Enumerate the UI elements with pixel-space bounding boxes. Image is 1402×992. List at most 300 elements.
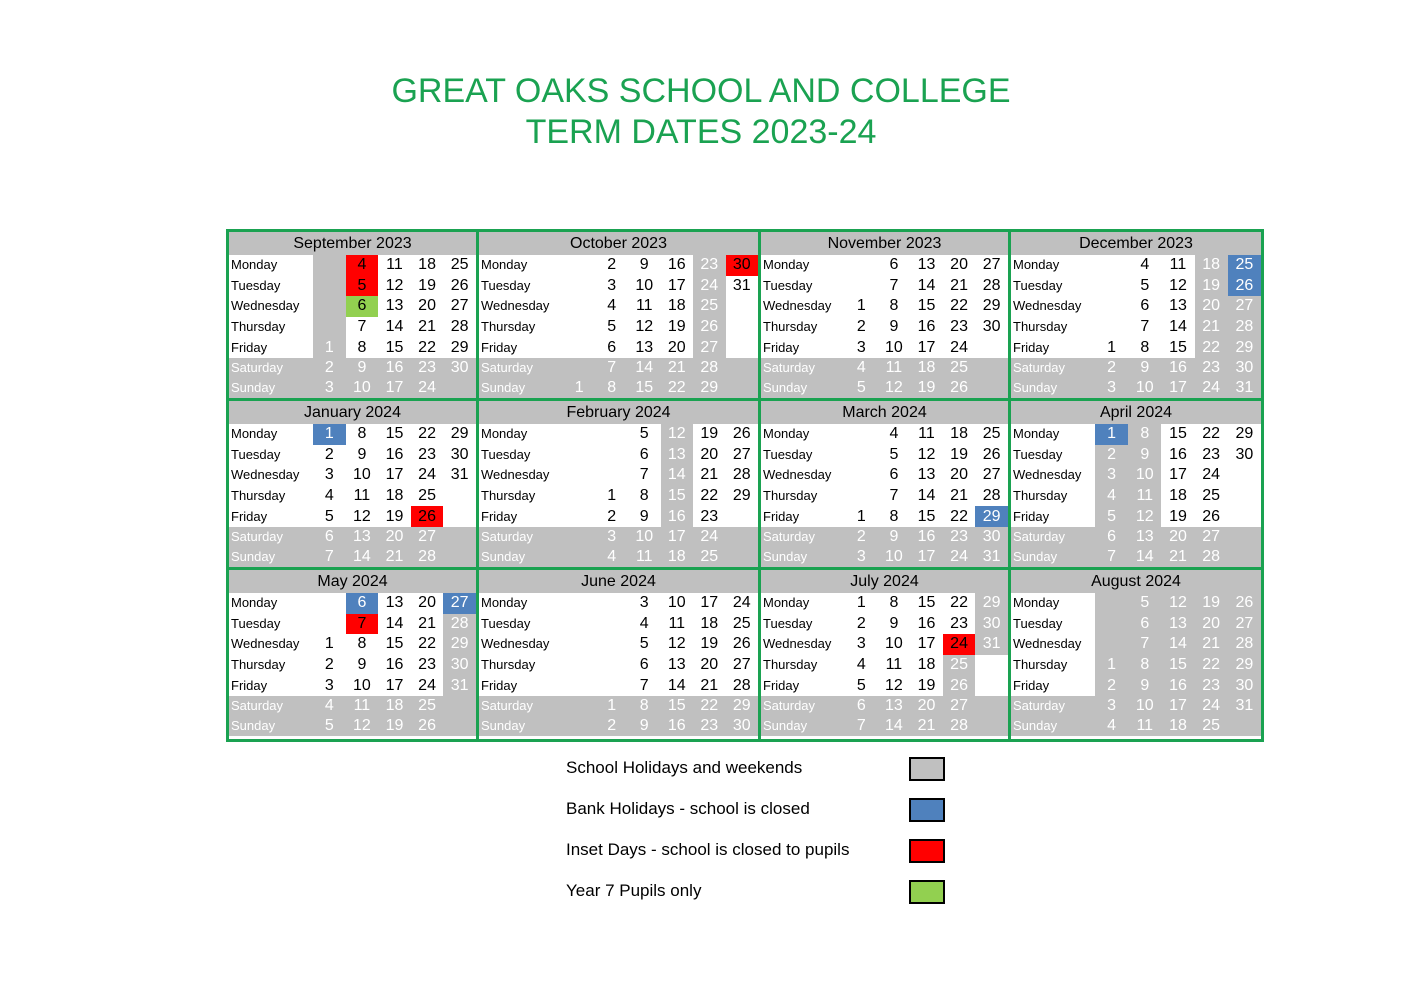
date-cell xyxy=(563,445,596,466)
date-cell: 14 xyxy=(1161,634,1194,655)
date-cell xyxy=(313,614,346,635)
month-header: May 2024 xyxy=(229,570,476,593)
date-cell xyxy=(726,317,759,338)
date-cell: 27 xyxy=(943,696,976,716)
date-cell xyxy=(443,547,476,567)
date-cell: 18 xyxy=(1169,487,1187,505)
month-header: December 2023 xyxy=(1011,232,1261,255)
date-cell: 29 xyxy=(975,593,1008,614)
date-cell: 16 xyxy=(385,656,404,674)
date-cell: 22 xyxy=(418,338,436,356)
week-row xyxy=(761,445,1008,466)
date-cell: 22 xyxy=(418,635,436,653)
date-cell: 24 xyxy=(732,594,751,612)
date-cell: 24 xyxy=(693,276,726,297)
week-row xyxy=(479,696,758,716)
date-cell: 24 xyxy=(418,466,436,484)
date-cell: 26 xyxy=(943,675,976,696)
date-cell: 9 xyxy=(889,614,899,632)
day-label: Sunday xyxy=(1011,378,1095,398)
date-cell: 7 xyxy=(346,614,379,635)
date-cell: 2 xyxy=(856,318,866,336)
date-cell: 22 xyxy=(1195,337,1228,358)
date-cell: 17 xyxy=(1169,466,1187,484)
date-cell: 28 xyxy=(1228,317,1261,338)
day-label: Wednesday xyxy=(231,467,300,483)
date-cell: 19 xyxy=(378,716,411,736)
date-cell: 21 xyxy=(1161,547,1194,567)
date-cell: 12 xyxy=(1128,506,1161,527)
date-cell: 25 xyxy=(418,487,436,505)
date-cell: 13 xyxy=(385,594,404,612)
date-cell: 3 xyxy=(1095,696,1128,716)
day-label: Thursday xyxy=(763,488,818,504)
date-cell: 2 xyxy=(607,507,617,525)
date-cell: 11 xyxy=(628,547,661,567)
date-cell: 18 xyxy=(1161,716,1194,736)
day-label: Friday xyxy=(481,508,518,524)
week-row xyxy=(479,317,758,338)
date-cell: 10 xyxy=(352,676,371,694)
date-cell: 7 xyxy=(1095,547,1128,567)
date-cell: 18 xyxy=(910,358,943,378)
month-november-2023 xyxy=(761,232,1011,401)
legend-label: Year 7 Pupils only xyxy=(566,881,702,900)
date-cell: 13 xyxy=(1128,527,1161,547)
month-february-2024 xyxy=(479,401,761,570)
date-cell xyxy=(726,506,759,527)
date-cell: 3 xyxy=(845,547,878,567)
date-cell: 14 xyxy=(661,465,694,486)
date-cell: 5 xyxy=(1128,593,1161,614)
month-header: June 2024 xyxy=(479,570,758,593)
week-row xyxy=(761,593,1008,614)
date-cell: 10 xyxy=(352,466,371,484)
date-cell: 2 xyxy=(313,358,346,378)
date-cell: 25 xyxy=(450,256,469,274)
date-cell xyxy=(845,465,878,486)
day-label: Tuesday xyxy=(1013,615,1063,631)
date-cell: 23 xyxy=(943,527,976,547)
day-label: Thursday xyxy=(481,488,536,504)
day-label: Wednesday xyxy=(1013,636,1082,652)
week-row xyxy=(479,296,758,317)
week-row xyxy=(761,296,1008,317)
date-cell: 28 xyxy=(982,276,1001,294)
day-label: Saturday xyxy=(229,696,313,716)
date-cell xyxy=(1228,716,1261,736)
week-row xyxy=(229,655,476,676)
date-cell xyxy=(563,675,596,696)
day-label: Wednesday xyxy=(763,298,832,314)
date-cell: 19 xyxy=(1195,276,1228,297)
date-cell: 18 xyxy=(378,696,411,716)
date-cell: 17 xyxy=(385,466,404,484)
date-cell: 9 xyxy=(1128,445,1161,466)
date-cell: 3 xyxy=(856,635,866,653)
date-cell: 9 xyxy=(878,527,911,547)
week-row xyxy=(479,255,758,276)
date-cell: 12 xyxy=(1161,593,1194,614)
date-cell: 8 xyxy=(357,635,367,653)
day-label: Wednesday xyxy=(763,636,832,652)
date-cell: 17 xyxy=(1161,378,1194,398)
week-row xyxy=(479,486,758,507)
week-row xyxy=(1011,465,1261,486)
date-cell: 16 xyxy=(385,445,404,463)
date-cell: 8 xyxy=(889,594,899,612)
date-cell: 24 xyxy=(418,676,436,694)
date-cell: 2 xyxy=(596,716,629,736)
day-label: Saturday xyxy=(229,358,313,378)
day-label: Monday xyxy=(231,426,278,442)
date-cell: 6 xyxy=(639,445,649,463)
date-cell: 18 xyxy=(385,487,404,505)
date-cell: 20 xyxy=(667,338,686,356)
day-label: Tuesday xyxy=(1013,277,1063,293)
date-cell xyxy=(563,716,596,736)
date-cell: 30 xyxy=(450,445,469,463)
date-cell: 13 xyxy=(1161,614,1194,635)
day-label: Friday xyxy=(231,339,268,355)
date-cell: 8 xyxy=(889,507,899,525)
day-label: Friday xyxy=(1013,677,1050,693)
date-cell: 27 xyxy=(1228,296,1261,317)
date-cell: 11 xyxy=(1169,256,1187,274)
week-row xyxy=(479,378,758,398)
date-cell: 19 xyxy=(917,676,936,694)
day-label: Sunday xyxy=(479,716,563,736)
date-cell: 4 xyxy=(607,297,617,315)
day-label: Sunday xyxy=(1011,716,1095,736)
date-cell: 14 xyxy=(385,614,404,632)
date-cell: 13 xyxy=(917,256,936,274)
day-label: Sunday xyxy=(1011,547,1095,567)
date-cell: 22 xyxy=(418,425,436,443)
date-cell xyxy=(845,255,878,276)
date-cell: 26 xyxy=(732,425,751,443)
date-cell xyxy=(443,716,476,736)
date-cell xyxy=(596,424,629,445)
week-row xyxy=(1011,614,1261,635)
date-cell: 14 xyxy=(1128,547,1161,567)
date-cell: 31 xyxy=(975,634,1008,655)
day-label: Monday xyxy=(481,257,528,273)
date-cell xyxy=(563,593,596,614)
date-cell xyxy=(1095,614,1128,635)
date-cell: 12 xyxy=(884,676,903,694)
date-cell: 16 xyxy=(667,256,686,274)
week-row xyxy=(761,675,1008,696)
day-label: Monday xyxy=(481,595,528,611)
date-cell: 15 xyxy=(661,486,694,507)
day-label: Monday xyxy=(1013,426,1060,442)
day-label: Friday xyxy=(1013,508,1050,524)
date-cell: 29 xyxy=(693,378,726,398)
date-cell: 30 xyxy=(1235,445,1254,463)
date-cell: 12 xyxy=(878,378,911,398)
day-label: Sunday xyxy=(761,378,845,398)
date-cell: 6 xyxy=(889,256,899,274)
date-cell: 25 xyxy=(1202,487,1221,505)
date-cell: 26 xyxy=(732,635,751,653)
date-cell: 28 xyxy=(450,318,469,336)
date-cell: 31 xyxy=(443,675,476,696)
week-row xyxy=(229,527,476,547)
date-cell: 16 xyxy=(1161,358,1194,378)
day-label: Friday xyxy=(763,508,800,524)
day-label: Monday xyxy=(763,426,810,442)
date-cell xyxy=(443,486,476,507)
date-cell: 24 xyxy=(943,547,976,567)
date-cell: 5 xyxy=(346,276,379,297)
date-cell: 28 xyxy=(732,466,751,484)
date-cell xyxy=(313,593,346,614)
date-cell: 4 xyxy=(346,255,379,276)
date-cell: 29 xyxy=(443,634,476,655)
date-cell: 12 xyxy=(661,424,694,445)
day-label: Tuesday xyxy=(231,446,281,462)
legend-item xyxy=(566,879,966,920)
legend-swatch xyxy=(909,880,945,904)
day-label: Saturday xyxy=(1011,696,1095,716)
week-row xyxy=(479,716,758,736)
date-cell: 3 xyxy=(324,676,334,694)
day-label: Monday xyxy=(1013,257,1060,273)
date-cell: 11 xyxy=(918,425,935,443)
date-cell xyxy=(443,527,476,547)
day-label: Wednesday xyxy=(1013,467,1082,483)
date-cell: 12 xyxy=(352,507,371,525)
date-cell: 15 xyxy=(628,378,661,398)
date-cell: 10 xyxy=(1128,378,1161,398)
week-row xyxy=(229,337,476,358)
month-july-2024 xyxy=(761,570,1011,739)
date-cell: 11 xyxy=(346,696,379,716)
date-cell: 26 xyxy=(450,276,469,294)
date-cell: 30 xyxy=(443,655,476,676)
date-cell xyxy=(975,337,1008,358)
date-cell: 21 xyxy=(1195,634,1228,655)
date-cell: 5 xyxy=(607,318,617,336)
date-cell: 27 xyxy=(411,527,444,547)
date-cell: 17 xyxy=(700,594,719,612)
date-cell: 23 xyxy=(1195,358,1228,378)
date-cell: 24 xyxy=(1195,696,1228,716)
date-cell: 13 xyxy=(878,696,911,716)
day-label: Friday xyxy=(231,677,268,693)
date-cell: 31 xyxy=(732,276,751,294)
month-december-2023 xyxy=(1011,232,1261,401)
date-cell: 16 xyxy=(917,318,936,336)
week-row xyxy=(229,445,476,466)
day-label: Wednesday xyxy=(481,636,550,652)
date-cell: 4 xyxy=(1095,486,1128,507)
month-header: February 2024 xyxy=(479,401,758,424)
day-label: Saturday xyxy=(229,527,313,547)
day-label: Sunday xyxy=(479,547,563,567)
date-cell: 25 xyxy=(693,296,726,317)
date-cell: 15 xyxy=(1169,425,1187,443)
date-cell xyxy=(726,296,759,317)
date-cell: 3 xyxy=(313,378,346,398)
week-row xyxy=(229,547,476,567)
week-row xyxy=(1011,506,1261,527)
week-row xyxy=(1011,675,1261,696)
date-cell xyxy=(563,276,596,297)
date-cell xyxy=(975,358,1008,378)
date-cell: 21 xyxy=(700,676,719,694)
date-cell: 7 xyxy=(1140,318,1150,336)
date-cell: 12 xyxy=(1169,276,1187,294)
date-cell: 25 xyxy=(732,614,751,632)
week-row xyxy=(229,716,476,736)
week-row xyxy=(761,337,1008,358)
date-cell: 30 xyxy=(726,716,759,736)
month-header: November 2023 xyxy=(761,232,1008,255)
date-cell: 25 xyxy=(411,696,444,716)
legend-item xyxy=(566,797,966,838)
date-cell: 9 xyxy=(346,358,379,378)
date-cell: 1 xyxy=(1107,338,1117,356)
date-cell: 20 xyxy=(700,656,719,674)
date-cell: 28 xyxy=(693,358,726,378)
date-cell: 17 xyxy=(667,276,686,294)
date-cell: 22 xyxy=(950,297,968,315)
week-row xyxy=(761,358,1008,378)
date-cell: 5 xyxy=(889,445,899,463)
date-cell: 30 xyxy=(726,255,759,276)
date-cell: 14 xyxy=(878,716,911,736)
week-row xyxy=(1011,486,1261,507)
date-cell: 26 xyxy=(982,445,1001,463)
date-cell: 30 xyxy=(1228,675,1261,696)
week-row xyxy=(761,378,1008,398)
date-cell: 15 xyxy=(1169,338,1187,356)
date-cell: 28 xyxy=(1195,547,1228,567)
date-cell: 24 xyxy=(1195,378,1228,398)
date-cell xyxy=(596,465,629,486)
date-cell: 5 xyxy=(856,676,866,694)
date-cell: 19 xyxy=(1195,593,1228,614)
day-label: Sunday xyxy=(761,547,845,567)
date-cell xyxy=(1095,593,1128,614)
date-cell: 4 xyxy=(596,547,629,567)
date-cell: 15 xyxy=(661,696,694,716)
date-cell xyxy=(596,593,629,614)
date-cell: 13 xyxy=(635,338,654,356)
date-cell: 30 xyxy=(982,318,1001,336)
date-cell: 28 xyxy=(443,614,476,635)
week-row xyxy=(229,696,476,716)
date-cell: 6 xyxy=(1095,527,1128,547)
date-cell: 10 xyxy=(878,547,911,567)
day-label: Sunday xyxy=(479,378,563,398)
week-row xyxy=(229,486,476,507)
date-cell: 23 xyxy=(693,716,726,736)
date-cell: 26 xyxy=(1228,276,1261,297)
date-cell: 18 xyxy=(700,614,719,632)
date-cell: 21 xyxy=(418,318,436,336)
date-cell xyxy=(845,486,878,507)
date-cell: 13 xyxy=(385,297,404,315)
week-row xyxy=(761,614,1008,635)
date-cell: 20 xyxy=(700,445,719,463)
date-cell: 4 xyxy=(313,696,346,716)
date-cell xyxy=(1095,317,1128,338)
date-cell: 3 xyxy=(1095,378,1128,398)
date-cell: 22 xyxy=(950,594,968,612)
date-cell: 2 xyxy=(1095,675,1128,696)
month-header: October 2023 xyxy=(479,232,758,255)
date-cell: 26 xyxy=(411,506,444,527)
week-row xyxy=(479,276,758,297)
week-row xyxy=(479,465,758,486)
date-cell xyxy=(563,696,596,716)
date-cell: 24 xyxy=(1202,466,1221,484)
date-cell xyxy=(563,506,596,527)
legend-item xyxy=(566,756,966,797)
date-cell xyxy=(313,317,346,338)
date-cell: 20 xyxy=(1161,527,1194,547)
day-label: Friday xyxy=(481,677,518,693)
date-cell xyxy=(563,634,596,655)
date-cell: 1 xyxy=(856,507,866,525)
day-label: Tuesday xyxy=(481,615,531,631)
day-label: Saturday xyxy=(479,696,563,716)
date-cell xyxy=(563,317,596,338)
date-cell: 4 xyxy=(845,358,878,378)
date-cell: 20 xyxy=(1195,296,1228,317)
date-cell: 8 xyxy=(628,696,661,716)
date-cell: 1 xyxy=(313,337,346,358)
day-label: Sunday xyxy=(761,716,845,736)
day-label: Tuesday xyxy=(231,277,281,293)
date-cell: 7 xyxy=(889,487,899,505)
date-cell: 1 xyxy=(324,635,334,653)
date-cell: 21 xyxy=(1195,317,1228,338)
date-cell: 12 xyxy=(667,635,686,653)
day-label: Thursday xyxy=(1013,319,1068,335)
date-cell xyxy=(726,547,759,567)
week-row xyxy=(1011,276,1261,297)
date-cell: 9 xyxy=(357,656,367,674)
date-cell: 19 xyxy=(950,445,968,463)
month-august-2024 xyxy=(1011,570,1261,739)
date-cell: 19 xyxy=(700,635,719,653)
day-label: Tuesday xyxy=(763,277,813,293)
date-cell: 7 xyxy=(596,358,629,378)
week-row xyxy=(479,358,758,378)
date-cell xyxy=(443,378,476,398)
date-cell: 23 xyxy=(418,656,436,674)
date-cell: 21 xyxy=(950,276,968,294)
day-label: Wednesday xyxy=(763,467,832,483)
month-march-2024 xyxy=(761,401,1011,570)
date-cell: 21 xyxy=(661,358,694,378)
date-cell: 12 xyxy=(917,445,936,463)
day-label: Monday xyxy=(231,595,278,611)
date-cell: 19 xyxy=(910,378,943,398)
date-cell: 5 xyxy=(1140,276,1150,294)
date-cell: 28 xyxy=(943,716,976,736)
day-label: Thursday xyxy=(231,319,286,335)
month-may-2024 xyxy=(229,570,479,739)
date-cell xyxy=(313,296,346,317)
date-cell: 4 xyxy=(639,614,649,632)
date-cell xyxy=(726,358,759,378)
date-cell xyxy=(845,445,878,466)
